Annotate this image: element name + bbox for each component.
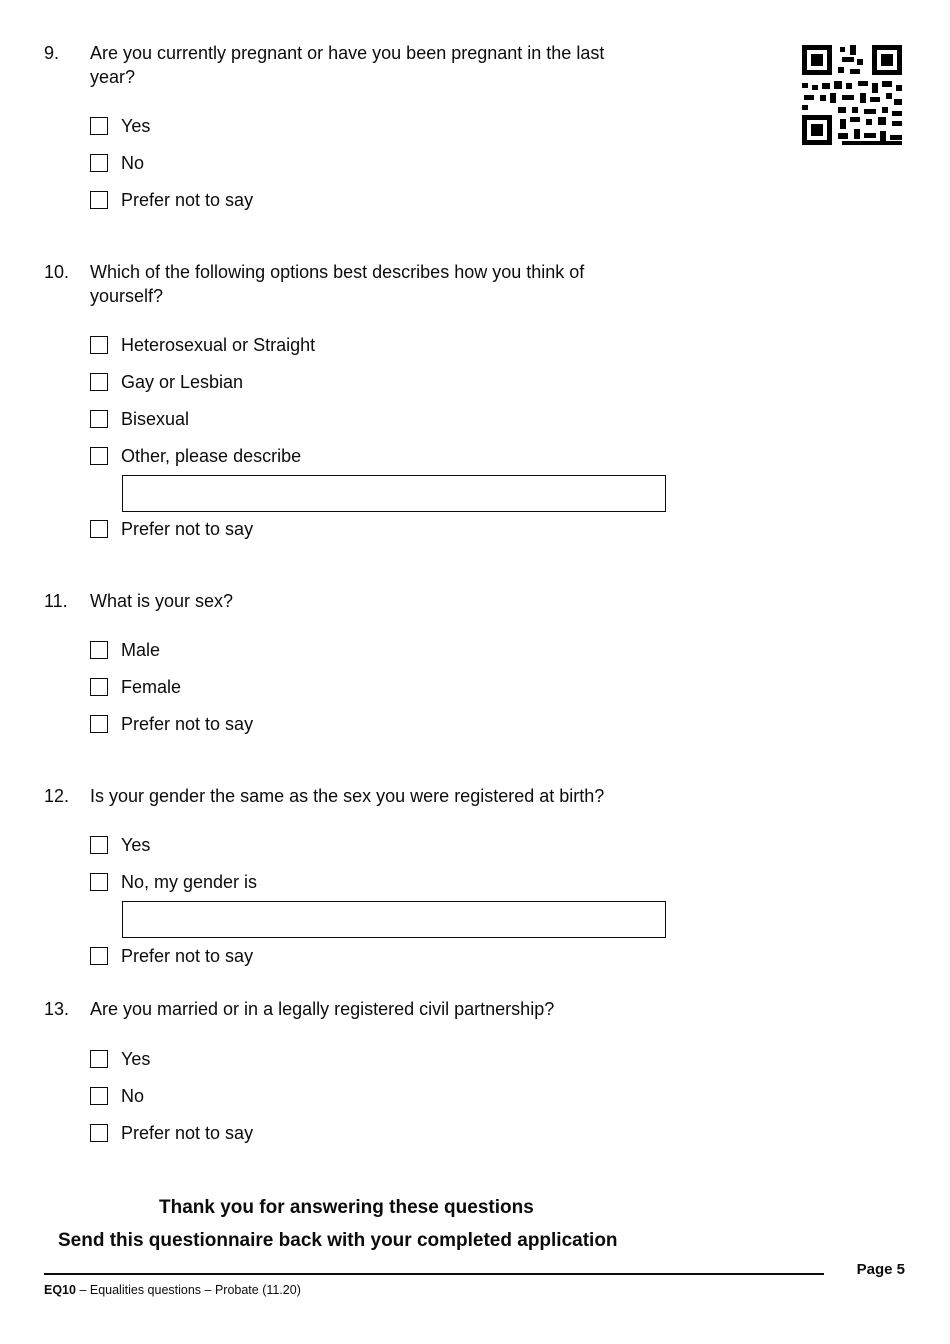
question-text: Is your gender the same as the sex you were registered at birth? — [90, 786, 605, 806]
return-instruction: Send this questionnaire back with your completed application — [58, 1230, 618, 1251]
question-number: 9. — [44, 43, 60, 63]
option-orientation-bisexual[interactable] — [90, 408, 189, 430]
option-gender-yes[interactable] — [90, 834, 150, 856]
form-title: – Equalities questions – Probate (11.20) — [75, 1283, 301, 1297]
option-married-prefer-not[interactable] — [90, 1122, 253, 1144]
gender-input[interactable] — [123, 902, 665, 937]
option-pregnant-yes[interactable] — [90, 115, 150, 137]
option-label: Yes — [121, 116, 151, 136]
option-pregnant-no[interactable] — [90, 152, 144, 174]
option-orientation-other[interactable] — [90, 445, 301, 467]
option-sex-prefer-not[interactable] — [90, 713, 253, 735]
page-number: Page 5 — [856, 1261, 905, 1278]
option-orientation-heterosexual[interactable] — [90, 334, 315, 356]
form-code: EQ10 — [44, 1283, 76, 1297]
orientation-other-field[interactable] — [122, 475, 666, 512]
checkbox[interactable] — [90, 520, 108, 538]
option-label: No, my gender is — [121, 872, 258, 892]
question-text: Are you currently pregnant or have you been pregnant in the last year? — [90, 43, 605, 87]
checkbox[interactable] — [90, 336, 108, 354]
option-label: Bisexual — [121, 409, 190, 429]
checkbox[interactable] — [90, 678, 108, 696]
question-text: Which of the following options best describes how you think of yourself? — [90, 262, 585, 306]
thank-you-text: Thank you for answering these questions — [159, 1197, 534, 1218]
option-label: Other, please describe — [121, 446, 302, 466]
option-married-yes[interactable] — [90, 1048, 150, 1070]
question-text: What is your sex? — [90, 591, 234, 611]
option-label: Heterosexual or Straight — [121, 335, 316, 355]
checkbox[interactable] — [90, 947, 108, 965]
checkbox[interactable] — [90, 373, 108, 391]
checkbox[interactable] — [90, 836, 108, 854]
qr-code — [802, 45, 906, 149]
question-number: 10. — [44, 262, 70, 282]
orientation-other-input[interactable] — [123, 476, 665, 511]
option-sex-male[interactable] — [90, 639, 160, 661]
checkbox[interactable] — [90, 1087, 108, 1105]
option-sex-female[interactable] — [90, 676, 181, 698]
option-pregnant-prefer-not[interactable] — [90, 189, 253, 211]
checkbox[interactable] — [90, 154, 108, 172]
option-label: Prefer not to say — [121, 519, 254, 539]
option-label: Prefer not to say — [121, 714, 254, 734]
option-label: Prefer not to say — [121, 946, 254, 966]
gender-field[interactable] — [122, 901, 666, 938]
checkbox[interactable] — [90, 410, 108, 428]
option-label: Gay or Lesbian — [121, 372, 244, 392]
option-label: No — [121, 153, 145, 173]
option-label: Yes — [121, 1049, 151, 1069]
option-label: Prefer not to say — [121, 190, 254, 210]
question-text: Are you married or in a legally registered civil partnership? — [90, 999, 555, 1019]
option-label: Yes — [121, 835, 151, 855]
question-number: 11. — [44, 591, 68, 611]
checkbox[interactable] — [90, 447, 108, 465]
option-label: Prefer not to say — [121, 1123, 254, 1143]
checkbox[interactable] — [90, 715, 108, 733]
option-label: Male — [121, 640, 161, 660]
checkbox[interactable] — [90, 873, 108, 891]
option-gender-no[interactable] — [90, 871, 257, 893]
form-reference — [44, 1283, 301, 1297]
option-orientation-gay-lesbian[interactable] — [90, 371, 243, 393]
option-label: No — [121, 1086, 145, 1106]
question-number: 13. — [44, 999, 70, 1019]
option-label: Female — [121, 677, 182, 697]
checkbox[interactable] — [90, 191, 108, 209]
option-orientation-prefer-not[interactable] — [90, 518, 253, 540]
checkbox[interactable] — [90, 1124, 108, 1142]
footer-rule — [44, 1273, 824, 1275]
option-gender-prefer-not[interactable] — [90, 945, 253, 967]
checkbox[interactable] — [90, 641, 108, 659]
question-number: 12. — [44, 786, 70, 806]
option-married-no[interactable] — [90, 1085, 144, 1107]
checkbox[interactable] — [90, 117, 108, 135]
checkbox[interactable] — [90, 1050, 108, 1068]
